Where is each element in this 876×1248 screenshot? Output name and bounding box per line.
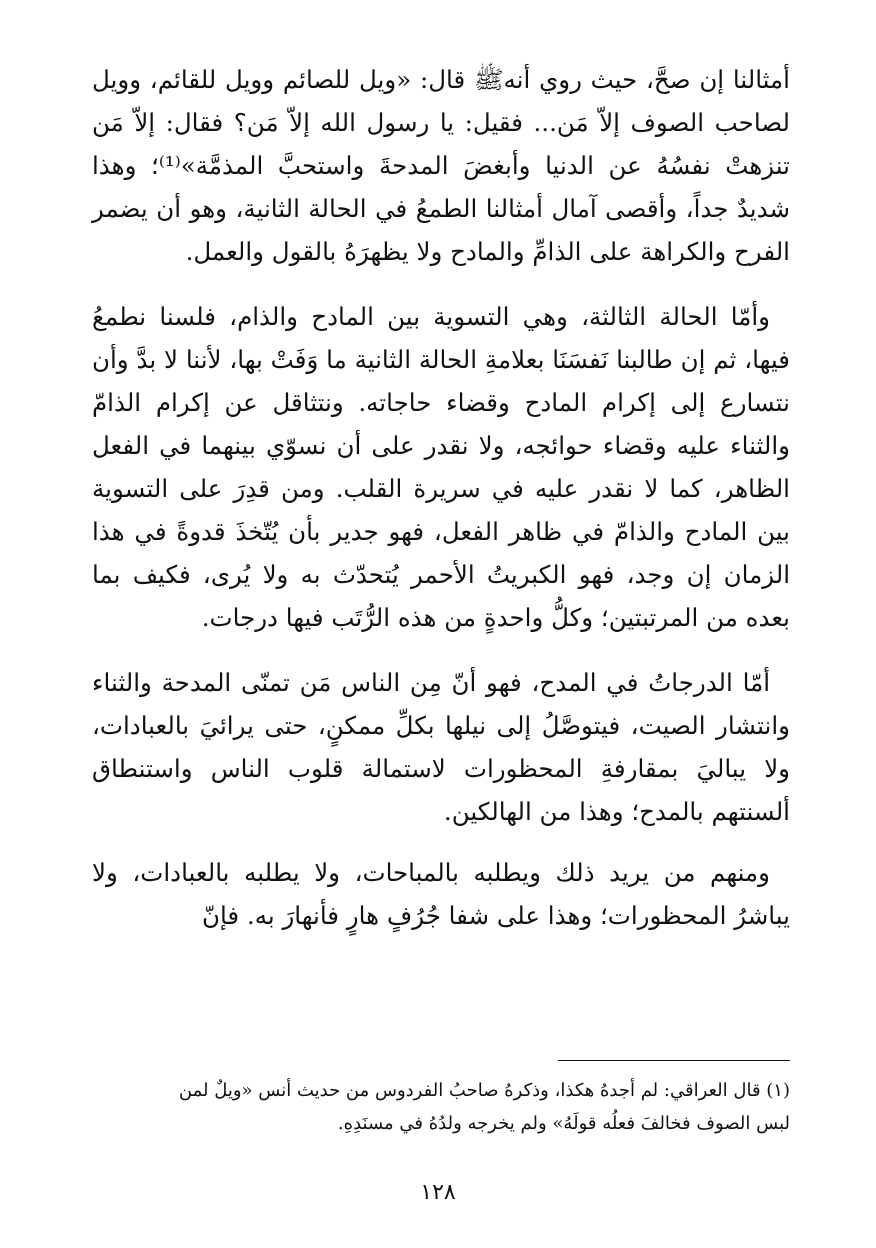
paragraph-4: ومنهم من يريد ذلك ويطلبه بالمباحات، ولا يطلبه بالعبادات، ولا يباشرُ المحظورات؛ وهذا على شفا جُرُفٍ هارٍ فأنهارَ به. فإنّ (92, 858, 790, 930)
footnote (92, 1074, 790, 1140)
page-number: ١٢٨ (420, 1180, 456, 1205)
footnote-line-1: (١) قال العراقي: لم أجدهُ هكذا، وذكرهُ صاحبُ الفردوس من حديث أنس «ويلٌ لمن (178, 1080, 790, 1101)
body-text (92, 58, 790, 937)
paragraph-1: أمثالنا إن صحَّ، حيث روي أنهﷺ قال: «ويل للصائم وويل للقائم، وويل لصاحب الصوف إلاّ مَن... فقيل: يا رسول الله إلاّ مَن؟ فقال: إلاّ مَن تنزهتْ نفسُهُ عن الدنيا وأبغضَ المدحةَ واستحبَّ المذمَّة»⁽¹⁾؛ وهذا شديدٌ جداً، وأقصى آمال أمثالنا الطمعُ في الحالة الثانية، وهو أن يضمر الفرح والكراهة على الذامِّ والمادح ولا يظهرَهُ بالقول والعمل. (92, 65, 790, 266)
footnote-separator (558, 1060, 790, 1061)
footnote-line-2: لبس الصوف فخالفَ فعلُه قولَهُ» ولم يخرجه ولدُهُ في مسنَدِهِ. (337, 1113, 790, 1134)
paragraph-3: أمّا الدرجاتُ في المدح، فهو أنّ مِن الناس مَن تمنّى المدحة والثناء وانتشار الصيت، فيتوصَّلُ إلى نيلها بكلِّ ممكنٍ، حتى يرائيَ بالعبادات، ولا يباليَ بمقارفةِ المحظورات لاستمالة قلوب الناس واستنطاق ألسنتهم بالمدح؛ وهذا من الهالكين. (92, 668, 790, 826)
paragraph-2: وأمّا الحالة الثالثة، وهي التسوية بين المادح والذام، فلسنا نطمعُ فيها، ثم إن طالبنا نَفسَنَا بعلامةِ الحالة الثانية ما وَفَتْ بها، لأننا لا بدَّ وأن نتسارع إلى إكرام المادح وقضاء حاجاته. ونتثاقل عن إكرام الذامّ والثناء عليه وقضاء حوائجه، ولا نقدر على أن نسوّي بينهما في الفعل الظاهر، كما لا نقدر عليه في سريرة القلب. ومن قدِرَ على التسوية بين المادح والذامّ في ظاهر الفعل، فهو جدير بأن يُتّخذَ قدوةً في هذا الزمان إن وجد، فهو الكبريتُ الأحمر يُتحدّث به ولا يُرى، فكيف بما بعده من المرتبتين؛ وكلُّ واحدةٍ من هذه الرُّتَب فيها درجات. (92, 302, 790, 632)
